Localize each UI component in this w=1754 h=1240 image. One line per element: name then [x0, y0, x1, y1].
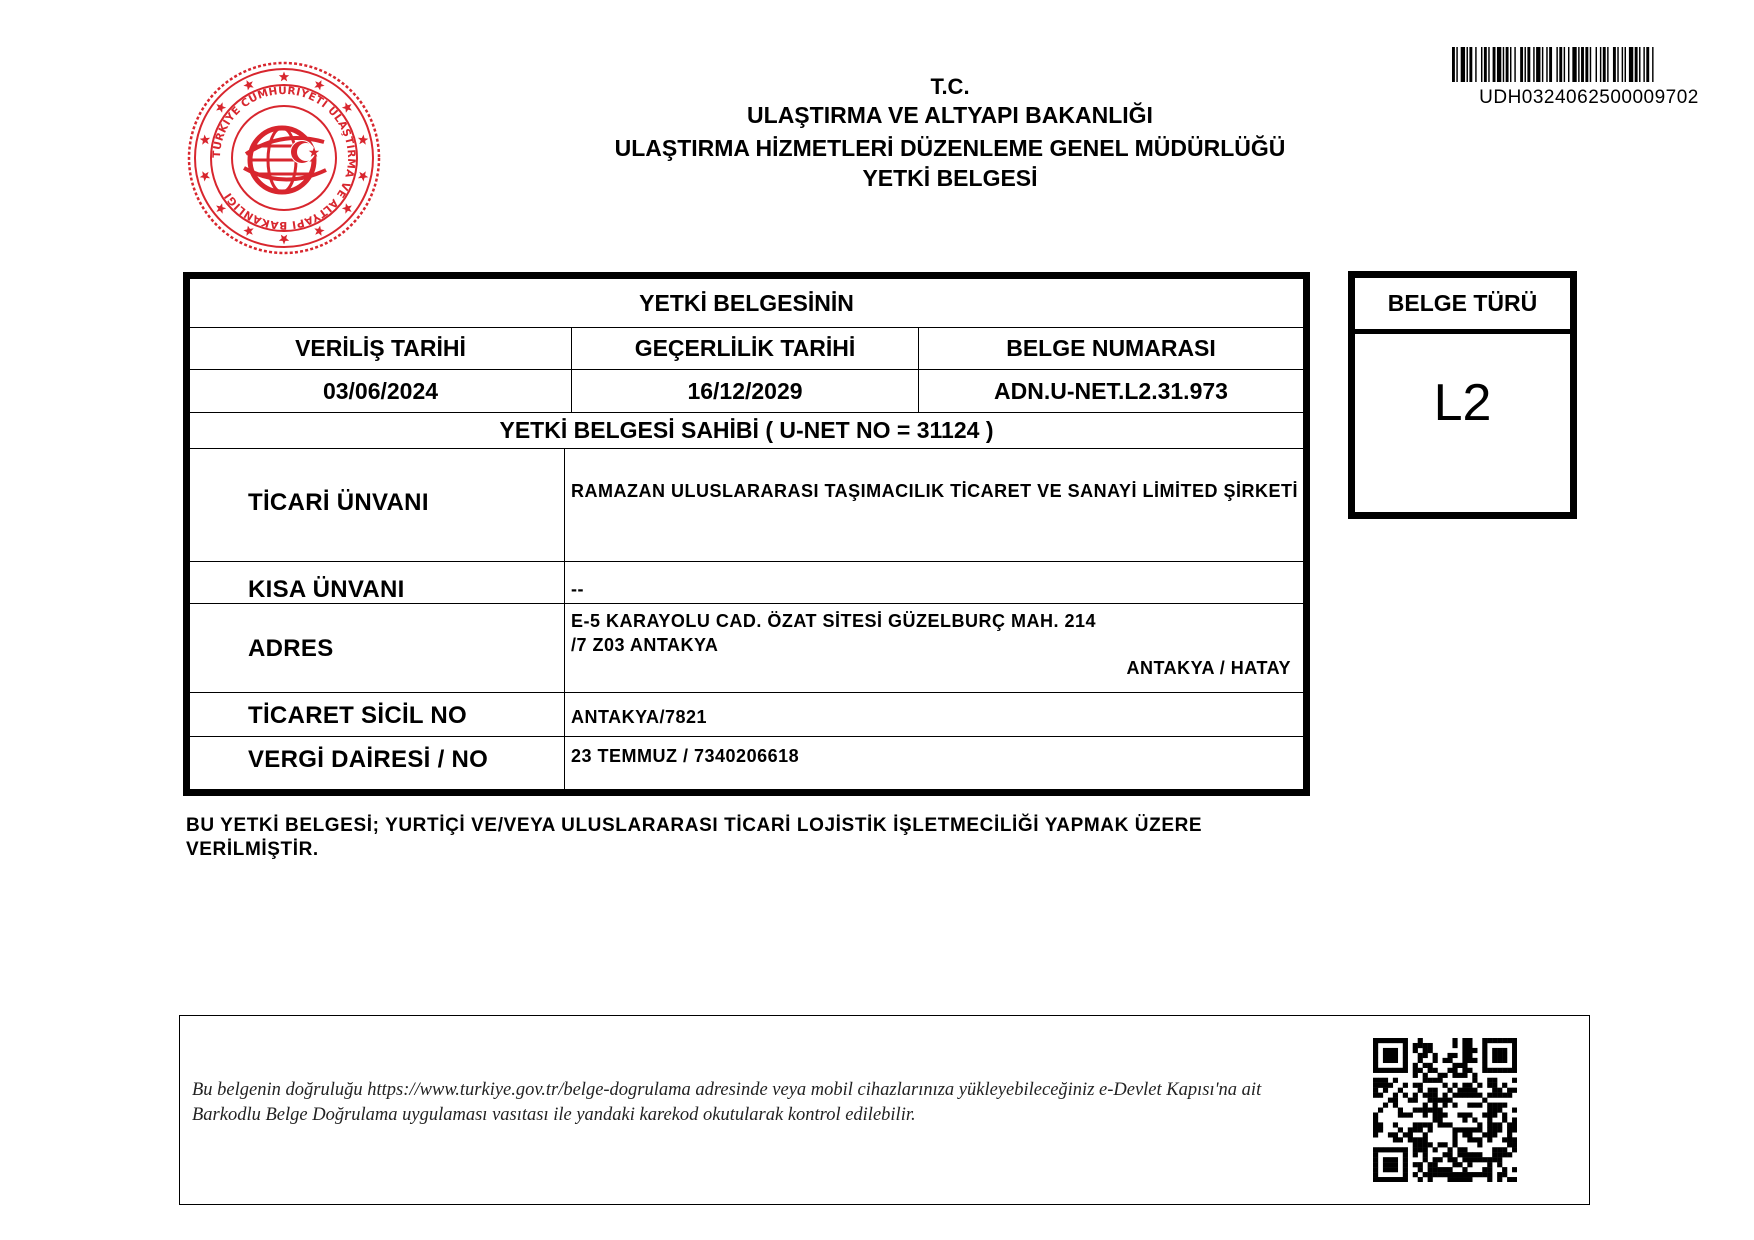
seal-star-icon	[200, 135, 210, 145]
document-title: YETKİ BELGESİ	[862, 165, 1038, 191]
department-title: ULAŞTIRMA HİZMETLERİ DÜZENLEME GENEL MÜDÜRLÜĞÜ	[614, 135, 1286, 161]
seal-star-icon	[243, 226, 253, 236]
ministry-title: ULAŞTIRMA VE ALTYAPI BAKANLIĞI	[747, 102, 1153, 128]
trade-name-value: RAMAZAN ULUSLARARASI TAŞIMACILIK TİCARET VE SANAYİ LİMİTED ŞİRKETİ	[571, 481, 1299, 501]
address-line1: E-5 KARAYOLU CAD. ÖZAT SİTESİ GÜZELBURÇ MAH. 214	[571, 611, 1097, 631]
short-name-value: --	[571, 579, 584, 599]
owner-heading: YETKİ BELGESİ SAHİBİ ( U-NET NO = 31124 )	[499, 417, 994, 443]
issue-date-value: 03/06/2024	[322, 377, 439, 404]
address-line2: /7 Z03 ANTAKYA	[571, 635, 719, 655]
trade-registry-label: TİCARET SİCİL NO	[248, 702, 468, 729]
seal-star-icon	[358, 171, 368, 181]
seal-star-icon	[279, 72, 289, 82]
seal-star-icon	[279, 235, 289, 245]
tax-office-value: 23 TEMMUZ / 7340206618	[571, 746, 800, 766]
seal-star-icon	[216, 102, 226, 113]
seal-star-icon	[314, 80, 324, 90]
seal-star-icon	[342, 102, 352, 113]
barcode-number: UDH0324062500009702	[1479, 87, 1699, 108]
trade-name-label: TİCARİ ÜNVANI	[248, 489, 429, 516]
document-type-box	[1348, 271, 1577, 519]
document-type-title: BELGE TÜRÜ	[1355, 278, 1570, 334]
seal-text: TÜRKİYE CUMHURİYETİ ULAŞTIRMA VE ALTYAPI BAKANLIĞI	[210, 84, 358, 232]
authorization-statement: BU YETKİ BELGESİ; YURTİÇİ VE/VEYA ULUSLARARASI TİCARİ LOJİSTİK İŞLETMECİLİĞİ YAPMAK ÜZERE VERİLMİŞTİR.	[186, 815, 1203, 860]
document-number-header: BELGE NUMARASI	[1006, 334, 1216, 361]
seal-star-icon	[216, 203, 226, 214]
trade-registry-value: ANTAKYA/7821	[571, 707, 708, 727]
verification-text: Bu belgenin doğruluğu https://www.turkiye.gov.tr/belge-dogrulama adresinde veya mobil cihazlarınıza yükleyebileceğiniz e-Devlet Kapısı'na ait Barkodlu Belge Doğrulama uygulaması vasıtası ile yandaki karekod okutularak kontrol edilebilir.	[192, 1080, 1262, 1125]
barcode	[1452, 47, 1726, 82]
seal-star-icon	[314, 226, 324, 236]
document-number-value: ADN.U-NET.L2.31.973	[994, 377, 1228, 404]
verification-box	[179, 1015, 1590, 1205]
short-name-label: KISA ÜNVANI	[248, 576, 405, 603]
validity-date-header: GEÇERLİLİK TARİHİ	[634, 334, 856, 361]
address-city: ANTAKYA / HATAY	[1126, 658, 1291, 678]
validity-date-value: 16/12/2029	[687, 377, 803, 404]
issue-date-header: VERİLİŞ TARİHİ	[295, 334, 466, 361]
qr-code	[1373, 1038, 1517, 1182]
seal-star-icon	[358, 135, 368, 145]
address-label: ADRES	[248, 635, 334, 662]
seal-star-icon	[243, 80, 253, 90]
seal-star-icon	[342, 203, 352, 214]
table-heading: YETKİ BELGESİNİN	[639, 289, 854, 316]
authorization-table	[183, 272, 1310, 796]
seal-star-icon	[200, 171, 210, 181]
ministry-seal	[186, 60, 382, 256]
country-title: T.C.	[930, 74, 970, 99]
document-type-value: L2	[1433, 374, 1492, 432]
tax-office-label: VERGİ DAİRESİ / NO	[248, 746, 489, 773]
